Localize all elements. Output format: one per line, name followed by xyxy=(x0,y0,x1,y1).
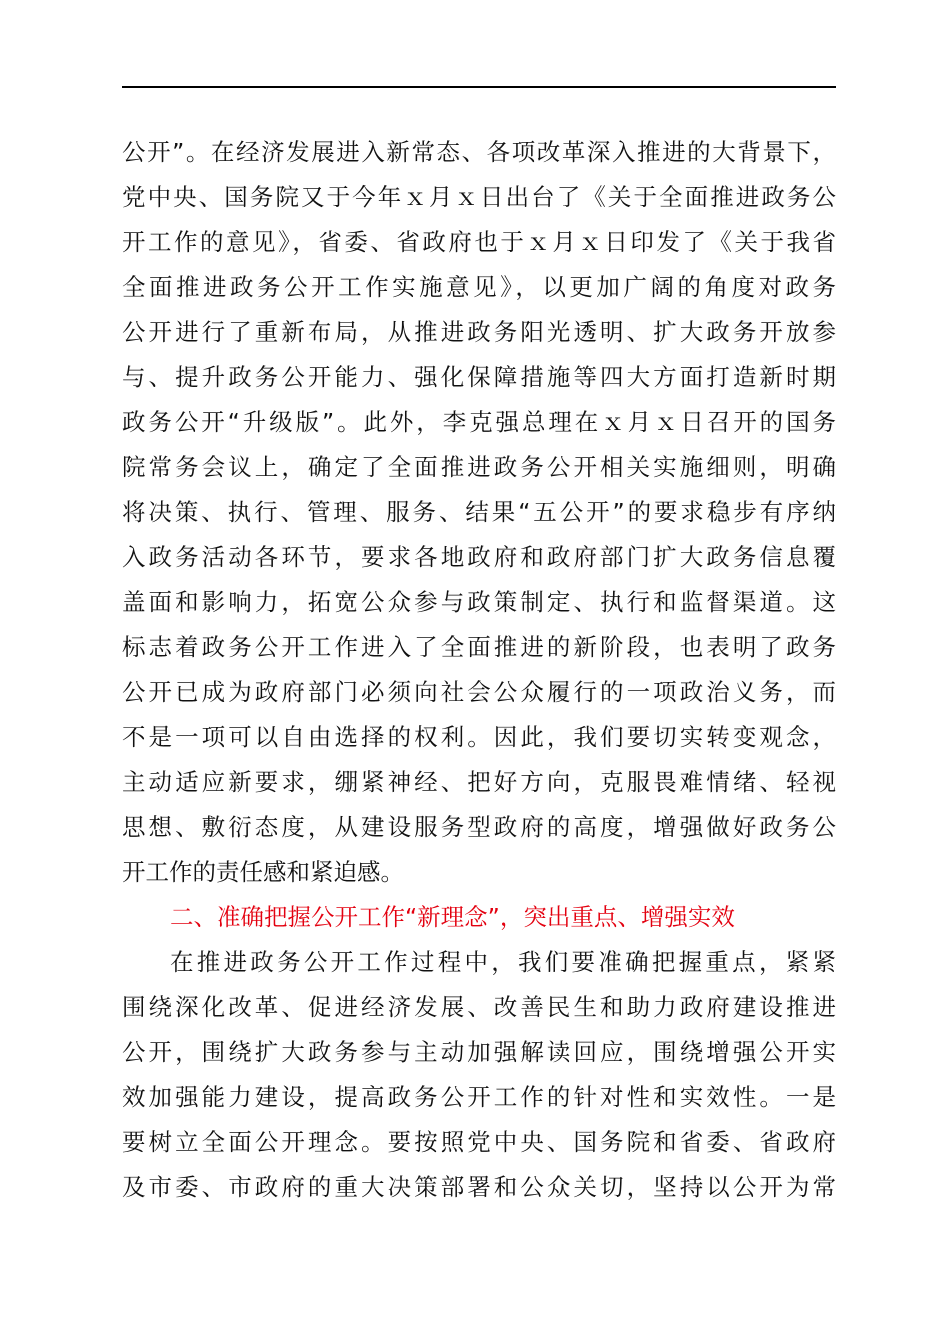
paragraph-1 xyxy=(122,130,836,895)
section-heading: 二、准确把握公开工作“新理念”，突出重点、增强实效 xyxy=(170,903,735,931)
paragraph-line: 公开”。在经济发展进入新常态、各项改革深入推进的大背景下， xyxy=(122,138,836,166)
paragraph-line: 与、提升政务公开能力、强化保障措施等四大方面打造新时期 xyxy=(122,363,836,391)
paragraph-line: 党中央、国务院又于今年ｘ月ｘ日出台了《关于全面推进政务公 xyxy=(122,183,836,211)
paragraph-line: 要树立全面公开理念。要按照党中央、国务院和省委、省政府 xyxy=(122,1128,836,1156)
paragraph-line: 及市委、市政府的重大决策部署和公众关切，坚持以公开为常 xyxy=(122,1173,836,1201)
paragraph-line: 开工作的责任感和紧迫感。 xyxy=(122,858,404,886)
body-text xyxy=(122,130,836,1210)
paragraph-line: 公开，围绕扩大政务参与主动加强解读回应，围绕增强公开实 xyxy=(122,1038,836,1066)
paragraph-line: 入政务活动各环节，要求各地政府和政府部门扩大政务信息覆 xyxy=(122,543,836,571)
paragraph-line: 公开已成为政府部门必须向社会公众履行的一项政治义务，而 xyxy=(122,678,836,706)
paragraph-line: 在推进政务公开工作过程中，我们要准确把握重点，紧紧 xyxy=(170,948,836,976)
paragraph-line: 标志着政务公开工作进入了全面推进的新阶段，也表明了政务 xyxy=(122,633,836,661)
paragraph-line: 效加强能力建设，提高政务公开工作的针对性和实效性。一是 xyxy=(122,1083,836,1111)
paragraph-line: 将决策、执行、管理、服务、结果“五公开”的要求稳步有序纳 xyxy=(122,498,836,526)
paragraph-line: 院常务会议上，确定了全面推进政务公开相关实施细则，明确 xyxy=(122,453,836,481)
paragraph-line: 思想、敷衍态度，从建设服务型政府的高度，增强做好政务公 xyxy=(122,813,836,841)
paragraph-line: 主动适应新要求，绷紧神经、把好方向，克服畏难情绪、轻视 xyxy=(122,768,836,796)
paragraph-line: 围绕深化改革、促进经济发展、改善民生和助力政府建设推进 xyxy=(122,993,836,1021)
paragraph-2 xyxy=(122,940,836,1210)
paragraph-line: 全面推进政务公开工作实施意见》，以更加广阔的角度对政务 xyxy=(122,273,836,301)
paragraph-line: 公开进行了重新布局，从推进政务阳光透明、扩大政务开放参 xyxy=(122,318,836,346)
paragraph-line: 开工作的意见》，省委、省政府也于ｘ月ｘ日印发了《关于我省 xyxy=(122,228,836,256)
paragraph-line: 盖面和影响力，拓宽公众参与政策制定、执行和监督渠道。这 xyxy=(122,588,836,616)
header-rule xyxy=(122,86,836,88)
paragraph-line: 政务公开“升级版”。此外，李克强总理在ｘ月ｘ日召开的国务 xyxy=(122,408,836,436)
paragraph-line: 不是一项可以自由选择的权利。因此，我们要切实转变观念， xyxy=(122,723,836,751)
